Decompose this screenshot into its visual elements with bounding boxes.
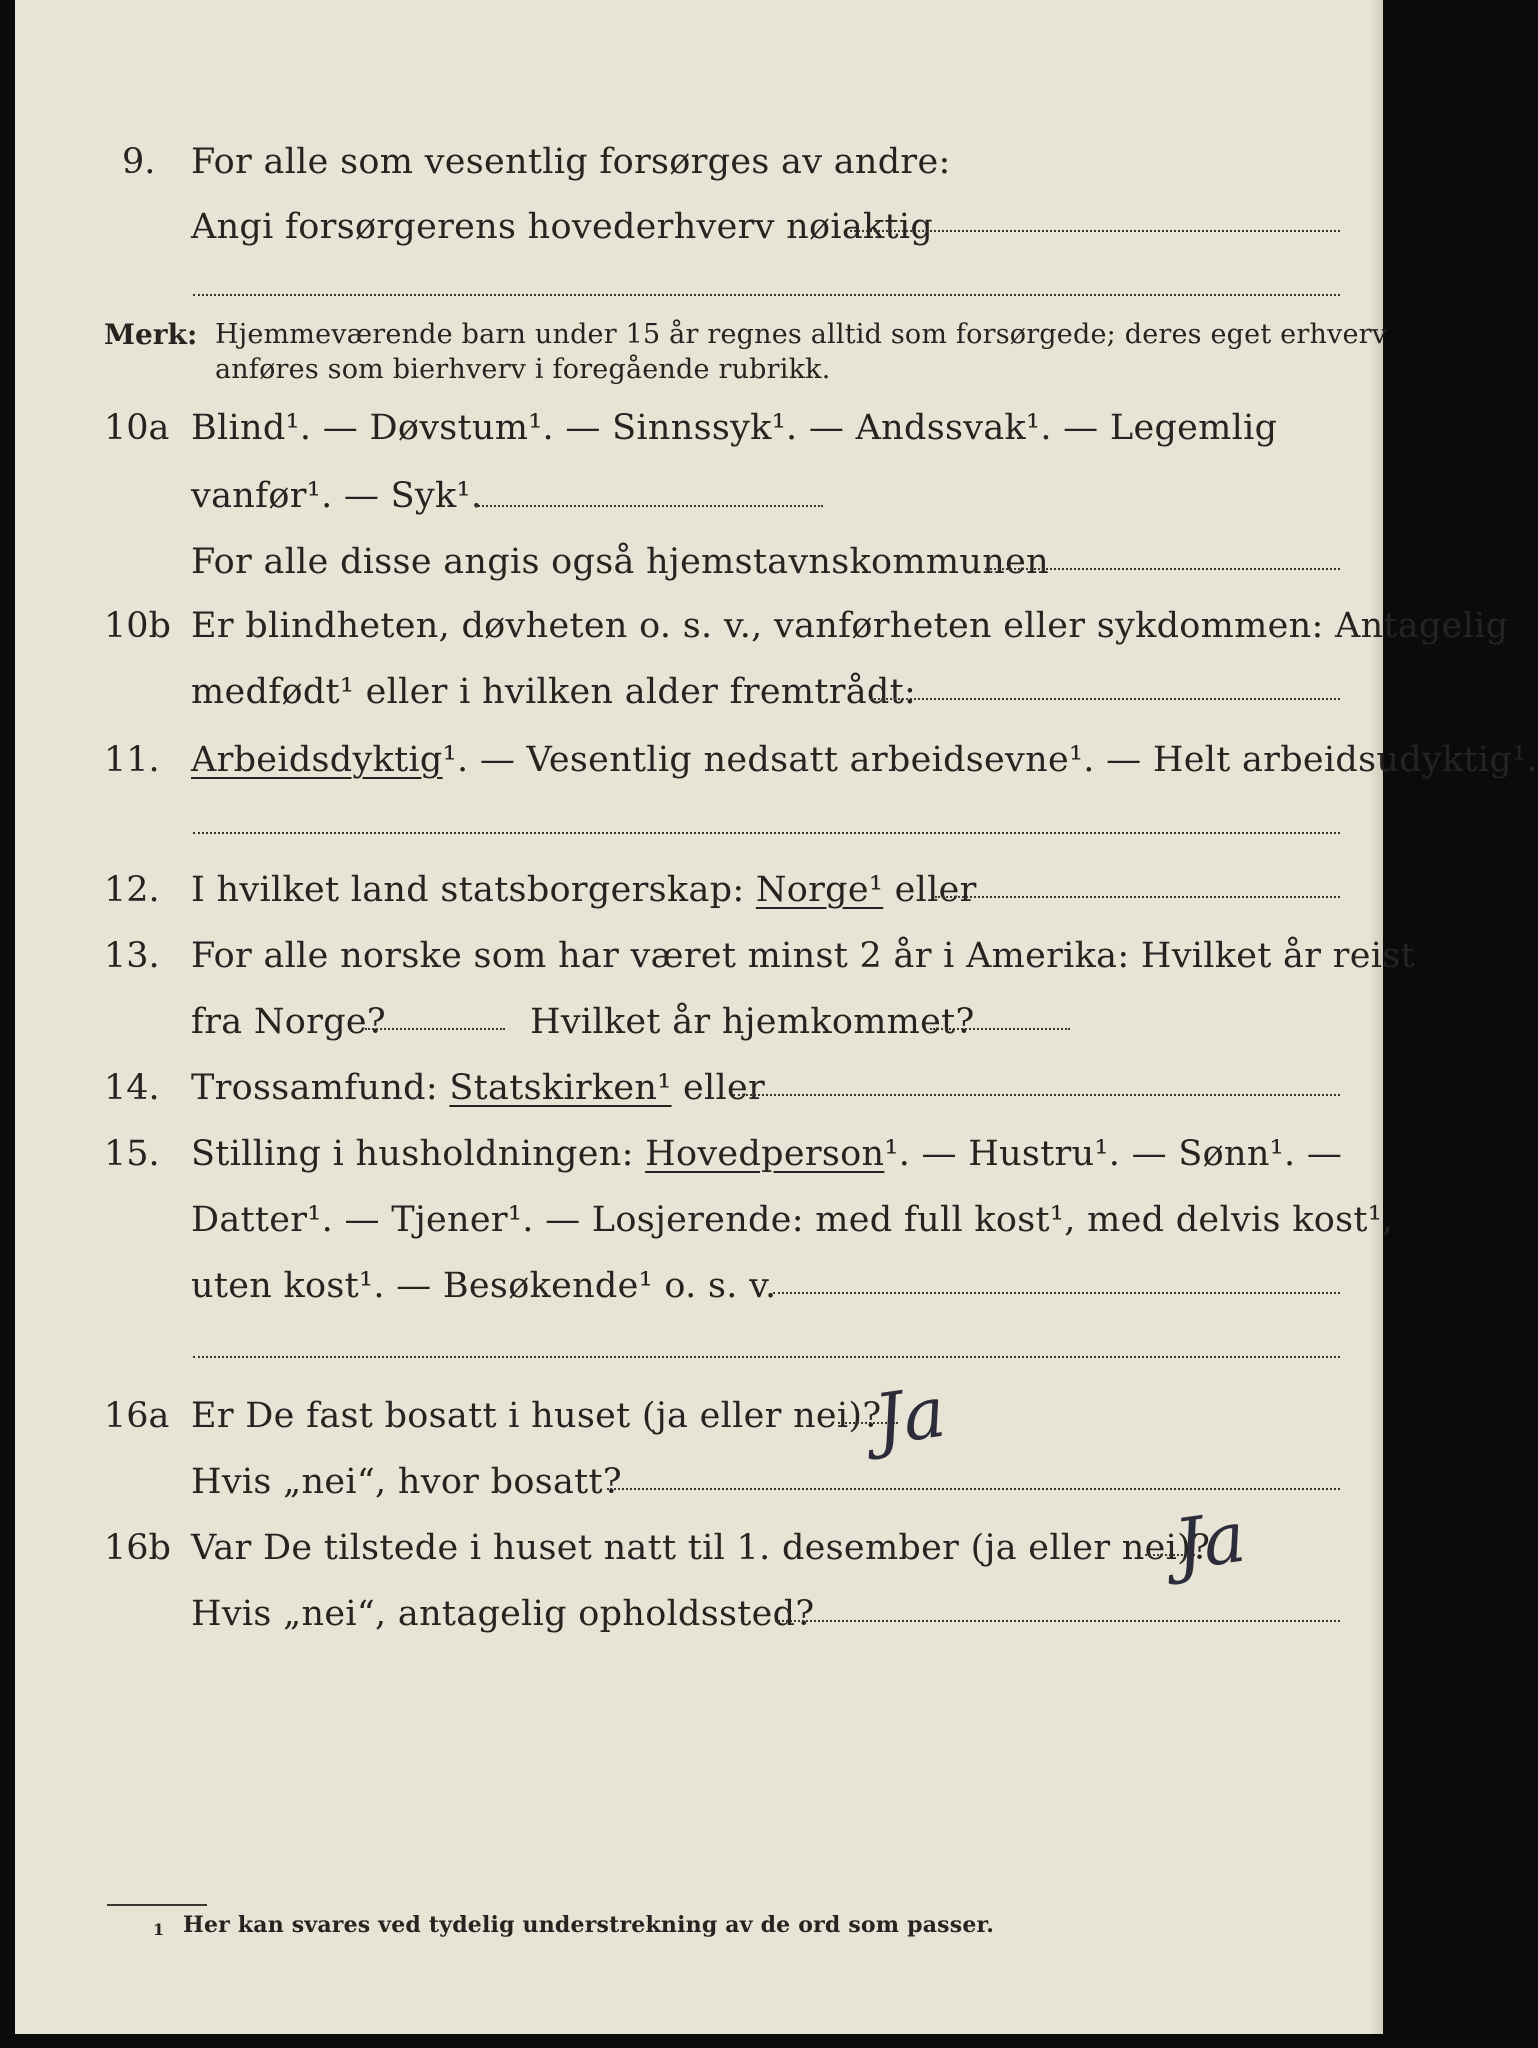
question-16b-number: 16b xyxy=(104,1528,171,1568)
question-12-number: 12. xyxy=(104,870,160,910)
note-text-line-1: Hjemmeværende barn under 15 år regnes alltid som forsørgede; deres eget erhverv xyxy=(215,319,1388,350)
question-9-number: 9. xyxy=(122,142,156,182)
question-9-text: For alle som vesentlig forsørges av andre: xyxy=(191,142,951,182)
question-13-year-returned-line[interactable] xyxy=(930,1028,1070,1030)
footnote-marker: 1 xyxy=(153,1920,165,1939)
question-15-number: 15. xyxy=(104,1134,160,1174)
question-16a-text-2: Hvis „nei“, hvor bosatt? xyxy=(191,1462,622,1502)
question-14-number: 14. xyxy=(104,1068,160,1108)
question-15-before: Stilling i husholdningen: xyxy=(191,1134,634,1174)
question-12-before: I hvilket land statsborgerskap: xyxy=(191,870,745,910)
question-12-answer-line[interactable] xyxy=(935,896,1340,898)
question-12-after: eller xyxy=(894,870,977,910)
question-14-text xyxy=(191,1066,765,1110)
question-13-text: For alle norske som har været minst 2 år i Amerika: Hvilket år reist xyxy=(191,936,1415,976)
question-15-selected: Hovedperson xyxy=(645,1134,885,1174)
question-9-answer-line-2[interactable] xyxy=(193,294,1340,296)
question-16a-residence-line[interactable] xyxy=(607,1488,1340,1490)
question-11-number: 11. xyxy=(104,740,160,780)
question-15-text xyxy=(191,1132,1342,1176)
question-15-after: ¹. — Hustru¹. — Sønn¹. — xyxy=(884,1134,1343,1174)
question-16b-location-line[interactable] xyxy=(775,1620,1340,1622)
question-16b-text-2: Hvis „nei“, antagelig opholdssted? xyxy=(191,1594,815,1634)
question-10a-text-3: For alle disse angis også hjemstavnskommunen xyxy=(191,542,1049,582)
question-16b-text: Var De tilstede i huset natt til 1. desember (ja eller nei)? xyxy=(191,1528,1211,1568)
question-14-before: Trossamfund: xyxy=(191,1068,438,1108)
question-13-text-2a: fra Norge? xyxy=(191,1002,386,1042)
question-10a-number: 10a xyxy=(104,408,170,448)
question-15-text-2: Datter¹. — Tjener¹. — Losjerende: med full kost¹, med delvis kost¹, xyxy=(191,1200,1394,1240)
question-16a-handwritten-answer: Ja xyxy=(869,1370,951,1462)
question-13-year-left-line[interactable] xyxy=(365,1028,505,1030)
question-16a-text: Er De fast bosatt i huset (ja eller nei)? xyxy=(191,1396,882,1436)
page-edge xyxy=(1369,0,1383,2034)
question-14-after: eller xyxy=(683,1068,766,1108)
census-form-page xyxy=(15,0,1538,2034)
question-11-text xyxy=(191,738,1538,782)
question-14-selected: Statskirken¹ xyxy=(449,1068,672,1108)
question-11-selected: Arbeidsdyktig xyxy=(191,740,443,780)
question-11-rest: ¹. — Vesentlig nedsatt arbeidsevne¹. — Helt arbeidsudyktig¹. xyxy=(442,740,1538,780)
question-10a-text-2: vanfør¹. — Syk¹. xyxy=(191,476,483,516)
question-10b-text-2: medfødt¹ eller i hvilken alder fremtrådt: xyxy=(191,672,917,712)
question-12-text xyxy=(191,868,977,912)
question-9-prompt: Angi forsørgerens hovederhverv nøiaktig xyxy=(191,207,934,247)
question-9-answer-line[interactable] xyxy=(850,230,1340,232)
question-16a-number: 16a xyxy=(104,1396,170,1436)
question-11-answer-line[interactable] xyxy=(193,832,1340,834)
question-10b-number: 10b xyxy=(104,606,171,646)
footnote-rule xyxy=(107,1904,207,1906)
note-label: Merk: xyxy=(104,318,198,351)
question-15-answer-line-2[interactable] xyxy=(193,1356,1340,1358)
question-10b-answer-line[interactable] xyxy=(870,698,1340,700)
question-13-number: 13. xyxy=(104,936,160,976)
question-10a-answer-line[interactable] xyxy=(475,505,823,507)
question-10a-text: Blind¹. — Døvstum¹. — Sinnssyk¹. — Andssvak¹. — Legemlig xyxy=(191,408,1278,448)
question-14-answer-line[interactable] xyxy=(733,1094,1340,1096)
question-16b-handwritten-answer: Ja xyxy=(1169,1495,1251,1587)
question-13-text-2b: Hvilket år hjemkommet? xyxy=(530,1002,975,1042)
footnote-text: Her kan svares ved tydelig understrekning av de ord som passer. xyxy=(183,1912,995,1938)
question-10a-hometown-line[interactable] xyxy=(985,568,1340,570)
question-15-answer-line[interactable] xyxy=(773,1292,1340,1294)
question-15-text-3: uten kost¹. — Besøkende¹ o. s. v. xyxy=(191,1266,777,1306)
question-10b-text: Er blindheten, døvheten o. s. v., vanførheten eller sykdommen: Antagelig xyxy=(191,606,1509,646)
note-text-line-2: anføres som bierhverv i foregående rubrikk. xyxy=(215,354,831,385)
question-12-selected: Norge¹ xyxy=(755,870,884,910)
